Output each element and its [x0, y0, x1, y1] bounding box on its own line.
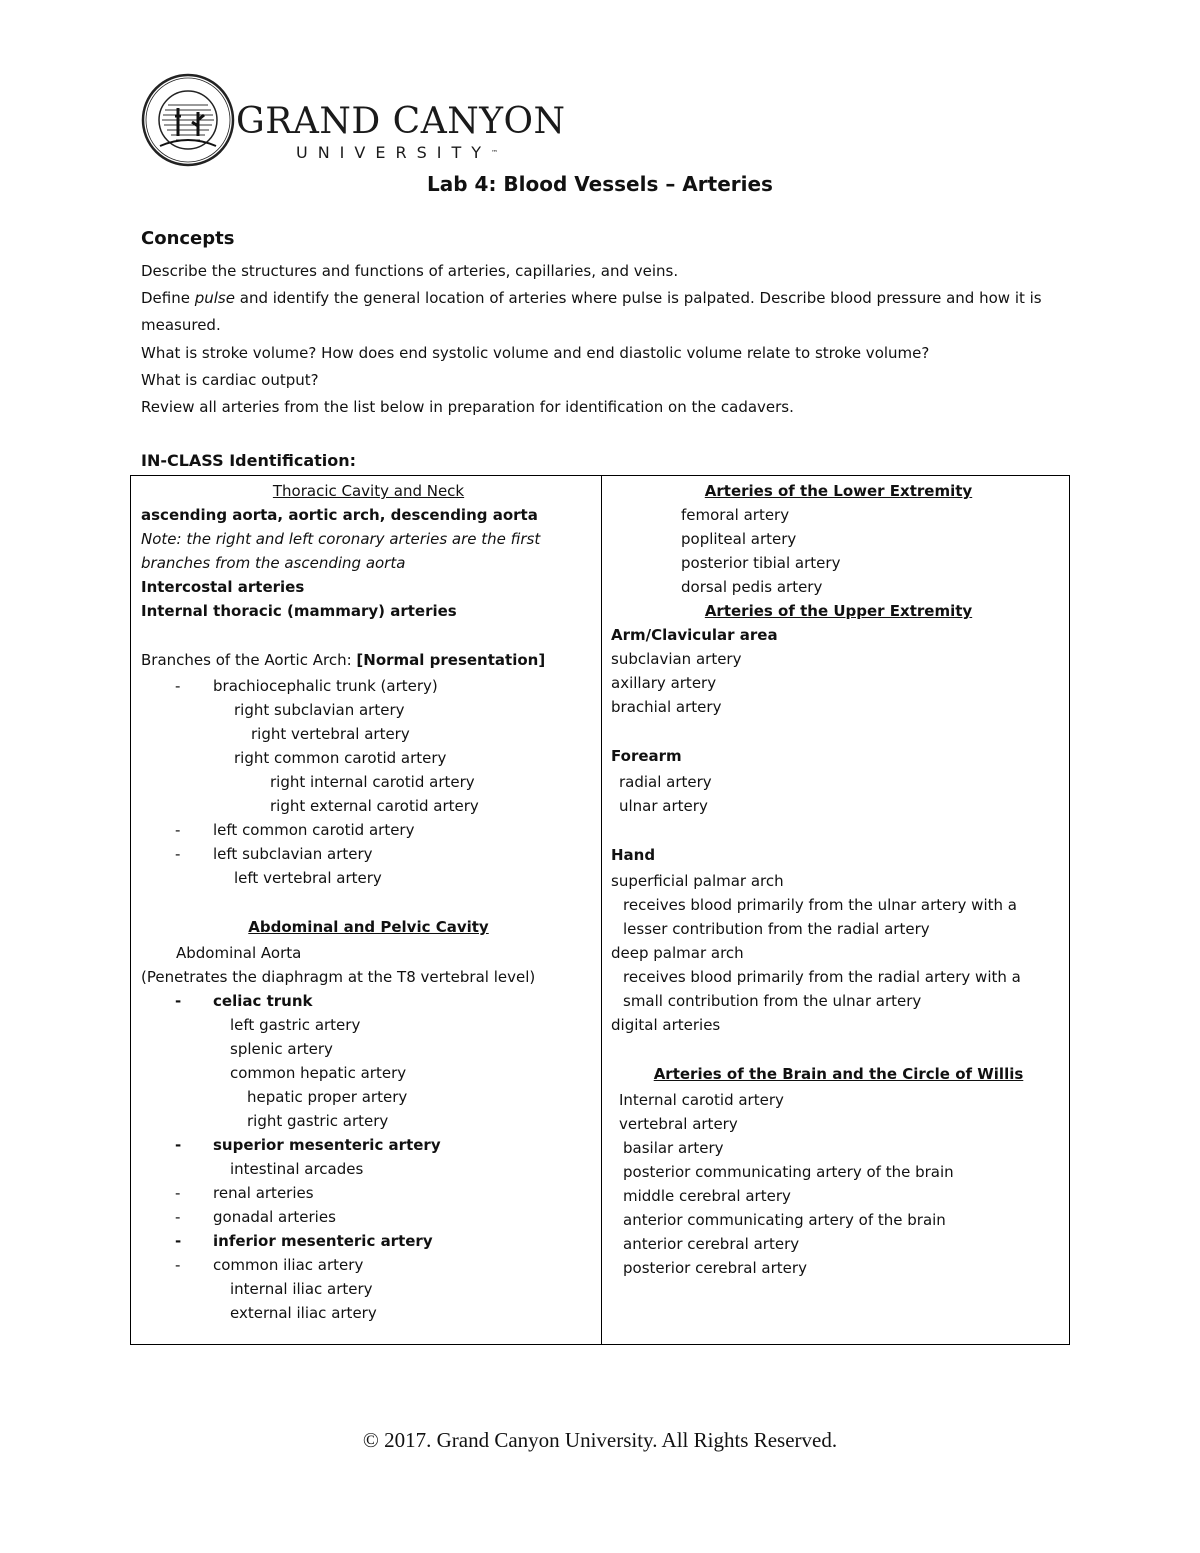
column-divider: [601, 476, 602, 1344]
anterior-communicating-item: anterior communicating artery of the brain: [623, 1211, 946, 1229]
renal-item: - renal arteries: [175, 1184, 314, 1202]
right-common-carotid-item: right common carotid artery: [234, 749, 447, 767]
gcu-logo: [140, 72, 580, 167]
celiac-trunk-item: - celiac trunk: [175, 992, 313, 1010]
identification-table: [130, 475, 1070, 1345]
middle-cerebral-item: middle cerebral artery: [623, 1187, 791, 1205]
brachial-item: brachial artery: [611, 698, 722, 716]
posterior-tibial-item: posterior tibial artery: [681, 554, 841, 572]
common-hepatic-item: common hepatic artery: [230, 1064, 407, 1082]
digital-item: digital arteries: [611, 1016, 721, 1034]
brachiocephalic-item: - brachiocephalic trunk (artery): [175, 677, 438, 695]
vertebral-item: vertebral artery: [619, 1115, 738, 1133]
thoracic-heading: Thoracic Cavity and Neck: [272, 482, 465, 500]
deep-palmar-note2: small contribution from the ulnar artery: [623, 992, 922, 1010]
left-common-carotid-item: - left common carotid artery: [175, 821, 415, 839]
popliteal-item: popliteal artery: [681, 530, 797, 548]
left-gastric-item: left gastric artery: [230, 1016, 361, 1034]
concept-cardiac-output: What is cardiac output?: [141, 370, 319, 389]
anterior-cerebral-item: anterior cerebral artery: [623, 1235, 800, 1253]
inferior-mesenteric-item: - inferior mesenteric artery: [175, 1232, 433, 1250]
subclavian-item: subclavian artery: [611, 650, 742, 668]
external-iliac-item: external iliac artery: [230, 1304, 377, 1322]
university-seal-icon: [140, 72, 236, 168]
splenic-item: splenic artery: [230, 1040, 333, 1058]
concept-structures: Describe the structures and functions of arteries, capillaries, and veins.: [141, 262, 679, 280]
concept-pulse: Define pulse and identify the general location of arteries where pulse is palpated. Describe blood pressure and how it is measured.: [141, 289, 1042, 335]
right-gastric-item: right gastric artery: [247, 1112, 389, 1130]
concepts-list: [141, 258, 1076, 421]
right-column: [611, 479, 1066, 1280]
common-iliac-item: - common iliac artery: [175, 1256, 364, 1274]
aortic-arch-branches-heading: Branches of the Aortic Arch: [Normal presentation]: [141, 651, 546, 669]
left-subclavian-item: - left subclavian artery: [175, 845, 373, 863]
lower-extremity-heading: Arteries of the Lower Extremity: [704, 482, 973, 500]
concepts-heading: Concepts: [141, 228, 235, 249]
left-column: [141, 479, 596, 1325]
gonadal-item: - gonadal arteries: [175, 1208, 336, 1226]
axillary-item: axillary artery: [611, 674, 717, 692]
forearm-heading: Forearm: [611, 747, 682, 765]
basilar-item: basilar artery: [623, 1139, 724, 1157]
left-vertebral-item: left vertebral artery: [234, 869, 382, 887]
deep-palmar-item: deep palmar arch: [611, 944, 744, 962]
concept-stroke-volume: What is stroke volume? How does end systolic volume and end diastolic volume relate to stroke volume?: [141, 343, 930, 362]
coronary-note-line1: Note: the right and left coronary arteries are the first: [141, 530, 541, 548]
posterior-cerebral-item: posterior cerebral artery: [623, 1259, 807, 1277]
copyright-footer: © 2017. Grand Canyon University. All Rights Reserved.: [362, 1428, 838, 1452]
arm-clavicular-heading: Arm/Clavicular area: [611, 626, 778, 644]
hand-heading: Hand: [611, 846, 656, 864]
internal-iliac-item: internal iliac artery: [230, 1280, 373, 1298]
brand-subtitle: UNIVERSITY™: [296, 143, 498, 162]
right-external-carotid-item: right external carotid artery: [270, 797, 479, 815]
coronary-note-line2: branches from the ascending aorta: [141, 554, 406, 572]
right-subclavian-item: right subclavian artery: [234, 701, 405, 719]
aortas-item: ascending aorta, aortic arch, descending aorta: [141, 506, 538, 524]
in-class-heading: IN-CLASS Identification:: [141, 451, 357, 470]
ulnar-item: ulnar artery: [619, 797, 708, 815]
intercostal-item: Intercostal arteries: [141, 578, 305, 596]
right-vertebral-item: right vertebral artery: [251, 725, 410, 743]
penetrates-note: (Penetrates the diaphragm at the T8 vertebral level): [141, 968, 536, 986]
concept-review: Review all arteries from the list below in preparation for identification on the cadavers.: [141, 398, 794, 417]
internal-thoracic-item: Internal thoracic (mammary) arteries: [141, 602, 457, 620]
document-title: Lab 4: Blood Vessels – Arteries: [427, 172, 773, 196]
superficial-palmar-note2: lesser contribution from the radial artery: [623, 920, 930, 938]
upper-extremity-heading: Arteries of the Upper Extremity: [704, 602, 973, 620]
abdominal-heading: Abdominal and Pelvic Cavity: [248, 918, 489, 936]
posterior-communicating-item: posterior communicating artery of the brain: [623, 1163, 954, 1181]
superficial-palmar-item: superficial palmar arch: [611, 872, 784, 890]
hepatic-proper-item: hepatic proper artery: [247, 1088, 408, 1106]
superior-mesenteric-item: - superior mesenteric artery: [175, 1136, 441, 1154]
superficial-palmar-note1: receives blood primarily from the ulnar artery with a: [623, 896, 1017, 914]
radial-item: radial artery: [619, 773, 712, 791]
right-internal-carotid-item: right internal carotid artery: [270, 773, 475, 791]
dorsal-pedis-item: dorsal pedis artery: [681, 578, 823, 596]
deep-palmar-note1: receives blood primarily from the radial artery with a: [623, 968, 1021, 986]
intestinal-arcades-item: intestinal arcades: [230, 1160, 364, 1178]
internal-carotid-item: Internal carotid artery: [619, 1091, 784, 1109]
brain-heading: Arteries of the Brain and the Circle of Willis: [653, 1065, 1024, 1083]
femoral-item: femoral artery: [681, 506, 790, 524]
abdominal-aorta-item: Abdominal Aorta: [176, 944, 302, 962]
brand-name: GRAND CANYON: [236, 101, 566, 142]
